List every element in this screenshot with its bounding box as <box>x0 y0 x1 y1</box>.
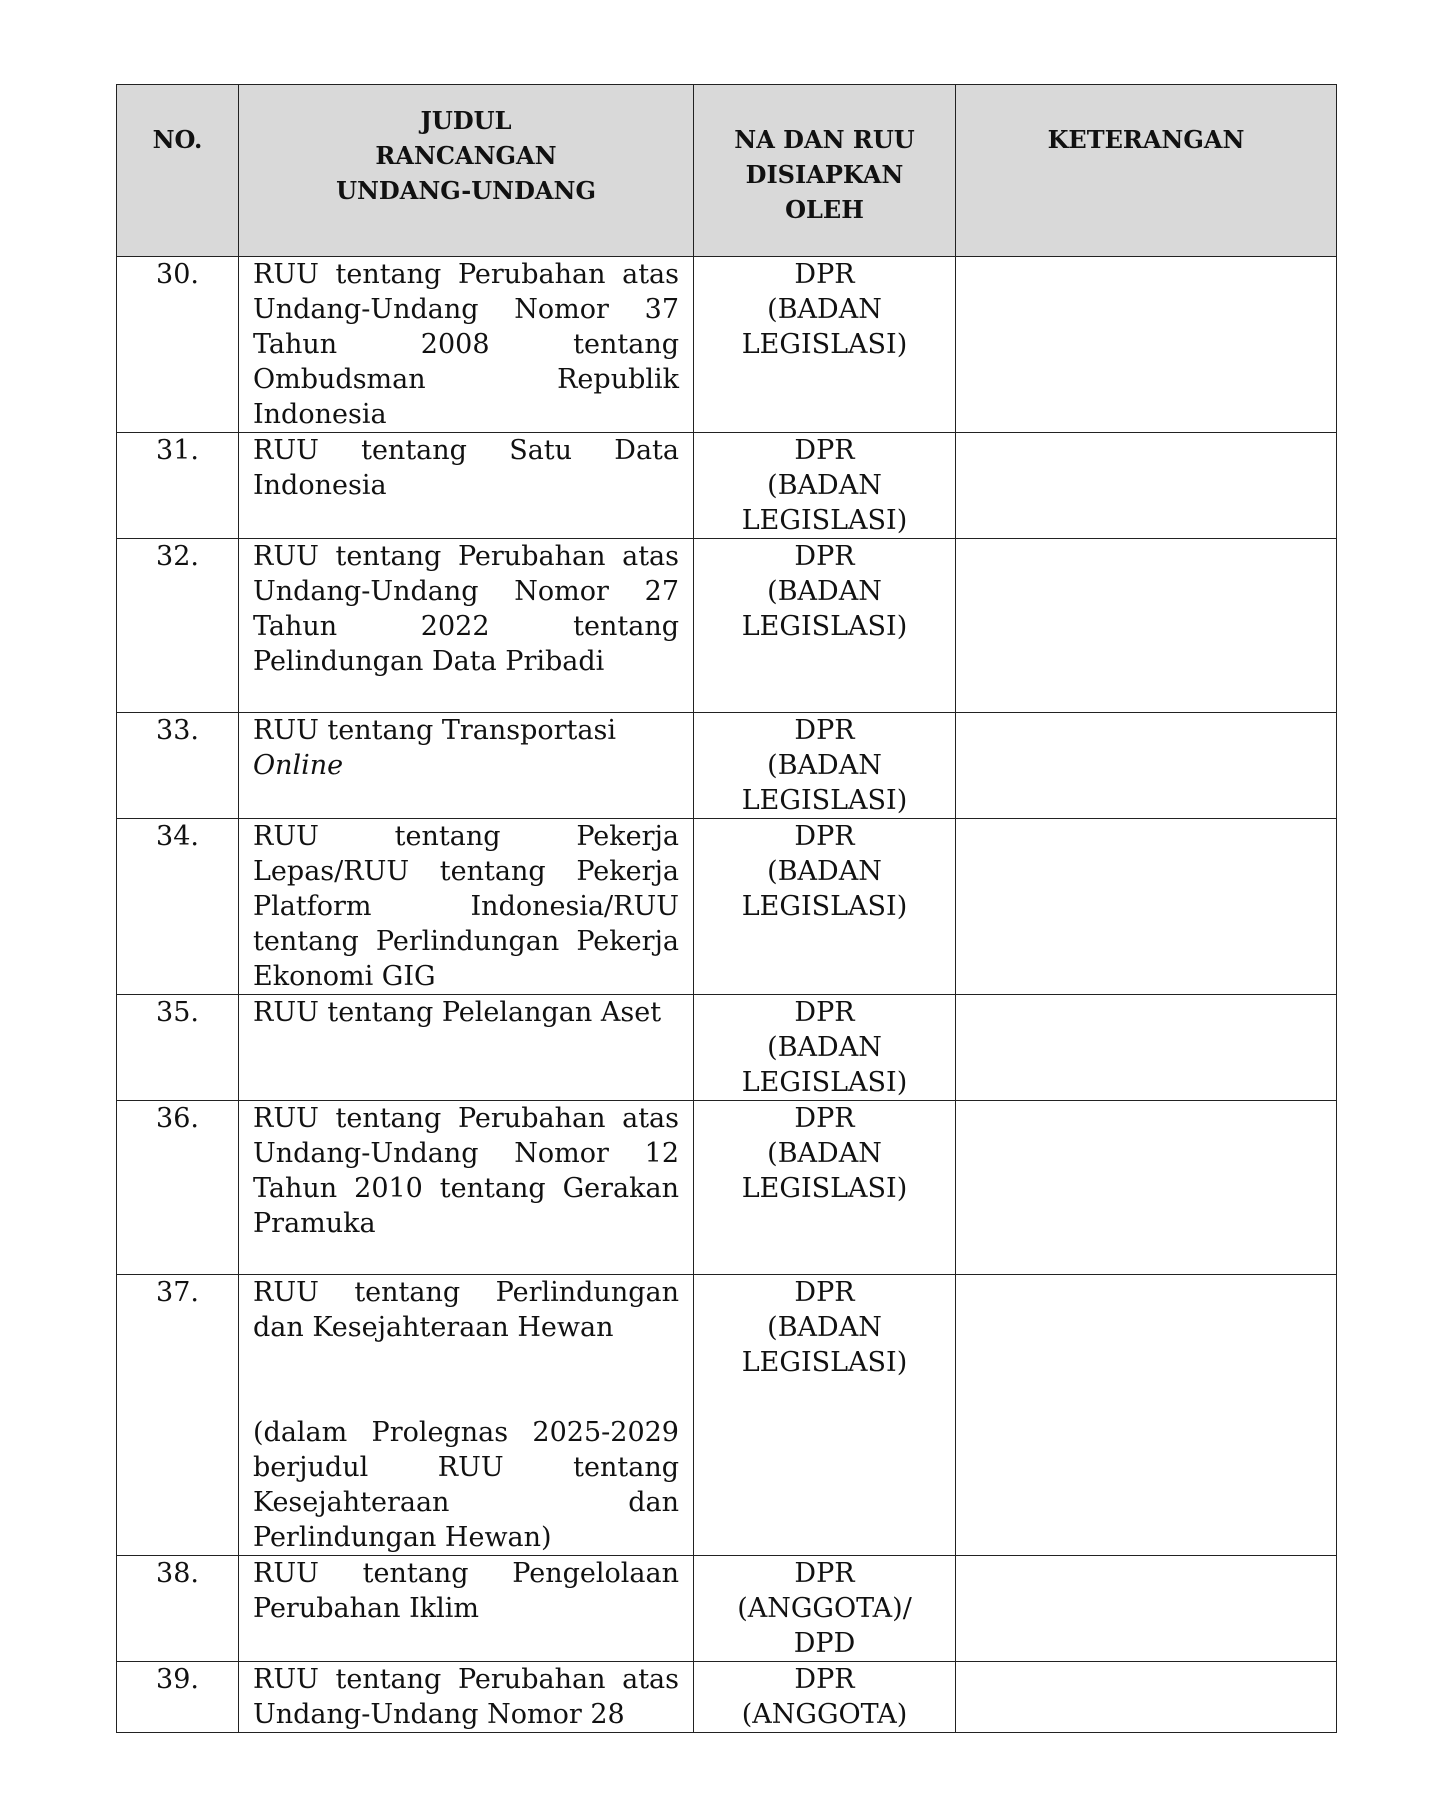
table-row <box>117 713 1337 819</box>
oleh-line: DPR <box>794 715 855 746</box>
row-oleh <box>694 1556 956 1662</box>
oleh-line: (ANGGOTA)/ <box>737 1593 912 1624</box>
header-oleh-line-3: OLEH <box>785 195 864 224</box>
oleh-line: DPR <box>794 435 855 466</box>
row-number: 37. <box>117 1275 239 1556</box>
oleh-line: DPR <box>794 1277 855 1308</box>
row-oleh <box>694 819 956 995</box>
oleh-line: (ANGGOTA) <box>741 1699 908 1730</box>
header-row <box>117 85 1337 257</box>
judul-text: RUU tentang Perubahan atas Undang-Undang Nomor 12 Tahun 2010 tentang Gerakan Pramuka <box>253 1103 679 1239</box>
row-keterangan <box>956 713 1337 819</box>
oleh-line: LEGISLASI) <box>741 785 908 816</box>
header-judul <box>239 85 694 257</box>
row-keterangan <box>956 1275 1337 1556</box>
oleh-line: LEGISLASI) <box>741 329 908 360</box>
judul-text: RUU tentang Transportasi <box>253 715 616 746</box>
oleh-line: LEGISLASI) <box>741 1067 908 1098</box>
oleh-line: DPR <box>794 259 855 290</box>
oleh-line: DPD <box>793 1628 856 1659</box>
judul-text: RUU tentang Perubahan atas Undang-Undang Nomor 28 <box>253 1664 679 1730</box>
row-keterangan <box>956 1662 1337 1733</box>
header-keterangan <box>956 85 1337 257</box>
table-row <box>117 1275 1337 1556</box>
row-judul <box>239 1101 694 1275</box>
oleh-line: (BADAN <box>767 856 882 887</box>
row-number: 35. <box>117 995 239 1101</box>
oleh-line: (BADAN <box>767 1312 882 1343</box>
oleh-line: LEGISLASI) <box>741 1173 908 1204</box>
header-oleh-line-1: NA DAN RUU <box>734 125 915 154</box>
row-number: 39. <box>117 1662 239 1733</box>
oleh-line: DPR <box>794 1558 855 1589</box>
judul-text: RUU tentang Perubahan atas Undang-Undang Nomor 37 Tahun 2008 tentang Ombudsman Republik Indonesia <box>253 259 679 430</box>
oleh-line: DPR <box>794 1103 855 1134</box>
row-oleh <box>694 995 956 1101</box>
oleh-line: DPR <box>794 997 855 1028</box>
header-judul-line-2: RANCANGAN <box>375 141 557 170</box>
row-judul <box>239 257 694 433</box>
oleh-line: LEGISLASI) <box>741 1347 908 1378</box>
document-page <box>116 84 1336 1733</box>
row-oleh <box>694 1275 956 1556</box>
header-no-text: NO. <box>152 125 203 154</box>
table-row <box>117 819 1337 995</box>
judul-text: RUU tentang Perlindungan dan Kesejahteraan Hewan <box>253 1277 679 1343</box>
header-keterangan-text: KETERANGAN <box>1047 125 1245 154</box>
oleh-line: LEGISLASI) <box>741 505 908 536</box>
row-oleh <box>694 257 956 433</box>
row-number: 32. <box>117 539 239 713</box>
row-number: 36. <box>117 1101 239 1275</box>
row-judul <box>239 1275 694 1556</box>
table-row <box>117 1662 1337 1733</box>
row-keterangan <box>956 1556 1337 1662</box>
oleh-line: (BADAN <box>767 1032 882 1063</box>
row-keterangan <box>956 539 1337 713</box>
row-judul <box>239 713 694 819</box>
row-keterangan <box>956 433 1337 539</box>
ruu-table <box>116 84 1337 1733</box>
row-oleh <box>694 1662 956 1733</box>
row-oleh <box>694 539 956 713</box>
judul-text: RUU tentang Satu Data Indonesia <box>253 435 679 501</box>
oleh-line: DPR <box>794 1664 855 1695</box>
row-keterangan <box>956 1101 1337 1275</box>
oleh-line: DPR <box>794 821 855 852</box>
row-oleh <box>694 713 956 819</box>
row-number: 31. <box>117 433 239 539</box>
row-judul <box>239 1662 694 1733</box>
table-row <box>117 995 1337 1101</box>
row-judul <box>239 1556 694 1662</box>
oleh-line: (BADAN <box>767 1138 882 1169</box>
table-row <box>117 433 1337 539</box>
header-no <box>117 85 239 257</box>
oleh-line: LEGISLASI) <box>741 611 908 642</box>
oleh-line: (BADAN <box>767 750 882 781</box>
oleh-line: DPR <box>794 541 855 572</box>
header-oleh <box>694 85 956 257</box>
row-keterangan <box>956 819 1337 995</box>
row-judul <box>239 433 694 539</box>
row-oleh <box>694 433 956 539</box>
row-number: 34. <box>117 819 239 995</box>
header-judul-line-3: UNDANG-UNDANG <box>336 176 596 205</box>
oleh-line: (BADAN <box>767 576 882 607</box>
oleh-line: LEGISLASI) <box>741 891 908 922</box>
judul-note-text: (dalam Prolegnas 2025-2029 berjudul RUU tentang Kesejahteraan dan Perlindungan Hewan) <box>253 1417 679 1553</box>
header-judul-line-1: JUDUL <box>420 106 512 135</box>
row-judul <box>239 995 694 1101</box>
judul-text: RUU tentang Pelelangan Aset <box>253 997 662 1028</box>
row-number: 30. <box>117 257 239 433</box>
row-judul <box>239 819 694 995</box>
header-oleh-line-2: DISIAPKAN <box>745 160 904 189</box>
oleh-line: (BADAN <box>767 470 882 501</box>
judul-text: RUU tentang Pengelolaan Perubahan Iklim <box>253 1558 679 1624</box>
oleh-line: (BADAN <box>767 294 882 325</box>
table-row <box>117 539 1337 713</box>
table-row <box>117 1556 1337 1662</box>
judul-italic-text: Online <box>253 750 344 781</box>
paragraph-gap <box>253 1345 679 1415</box>
judul-text: RUU tentang Pekerja Lepas/RUU tentang Pekerja Platform Indonesia/RUU tentang Perlindungan Pekerja Ekonomi GIG <box>253 821 679 992</box>
table-row <box>117 257 1337 433</box>
row-number: 38. <box>117 1556 239 1662</box>
table-row <box>117 1101 1337 1275</box>
row-oleh <box>694 1101 956 1275</box>
row-judul <box>239 539 694 713</box>
row-keterangan <box>956 995 1337 1101</box>
row-number: 33. <box>117 713 239 819</box>
row-keterangan <box>956 257 1337 433</box>
judul-text: RUU tentang Perubahan atas Undang-Undang Nomor 27 Tahun 2022 tentang Pelindungan Data Pribadi <box>253 541 679 677</box>
